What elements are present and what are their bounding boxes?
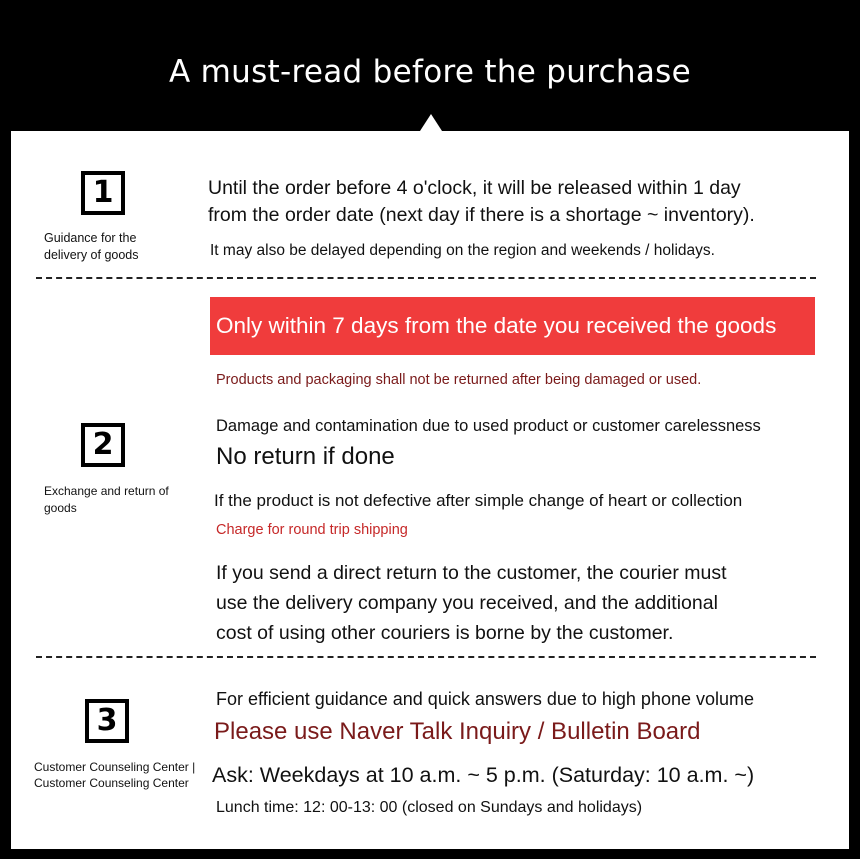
section-number-1: 1	[81, 171, 125, 215]
counseling-label-line-2: Customer Counseling Center	[34, 776, 189, 790]
counseling-label-line-1: Customer Counseling Center |	[34, 760, 196, 774]
section-divider-2	[36, 656, 816, 658]
lunch-time-line: Lunch time: 12: 00-13: 00 (closed on Sundays and holidays)	[216, 799, 643, 816]
naver-talk-line: Please use Naver Talk Inquiry / Bulletin Board	[214, 718, 701, 745]
damage-line: Damage and contamination due to used product or customer carelessness	[216, 417, 761, 435]
round-trip-charge-line: Charge for round trip shipping	[216, 522, 408, 538]
delivery-line-1: Until the order before 4 o'clock, it will be released within 1 day	[208, 177, 741, 199]
notice-panel	[11, 11, 849, 849]
section-label-counseling	[34, 759, 209, 791]
direct-return-line-1: If you send a direct return to the customer, the courier must	[216, 562, 727, 584]
page-title: A must-read before the purchase	[168, 54, 691, 90]
hours-line: Ask: Weekdays at 10 a.m. ~ 5 p.m. (Saturday: 10 a.m. ~)	[212, 763, 755, 787]
section-number-2: 2	[81, 423, 125, 467]
direct-return-line-3: cost of using other couriers is borne by the customer.	[216, 622, 674, 644]
header-bar	[11, 11, 849, 131]
phone-volume-line: For efficient guidance and quick answers due to high phone volume	[216, 689, 755, 709]
section-number-3: 3	[85, 699, 129, 743]
header-pointer	[420, 114, 442, 131]
delivery-line-2: from the order date (next day if there is a shortage ~ inventory).	[208, 204, 755, 226]
direct-return-line-2: use the delivery company you received, and the additional	[216, 592, 718, 614]
no-return-line: No return if done	[216, 443, 395, 470]
section-divider-1	[36, 277, 816, 279]
return-period-banner: Only within 7 days from the date you received the goods	[210, 297, 815, 355]
section-label-exchange: Exchange and return of goods	[44, 484, 169, 515]
section-label-delivery: Guidance for the delivery of goods	[44, 231, 139, 262]
delivery-delay-note: It may also be delayed depending on the region and weekends / holidays.	[210, 242, 715, 259]
change-of-heart-line: If the product is not defective after simple change of heart or collection	[214, 491, 743, 510]
packaging-note: Products and packaging shall not be returned after being damaged or used.	[216, 372, 702, 388]
